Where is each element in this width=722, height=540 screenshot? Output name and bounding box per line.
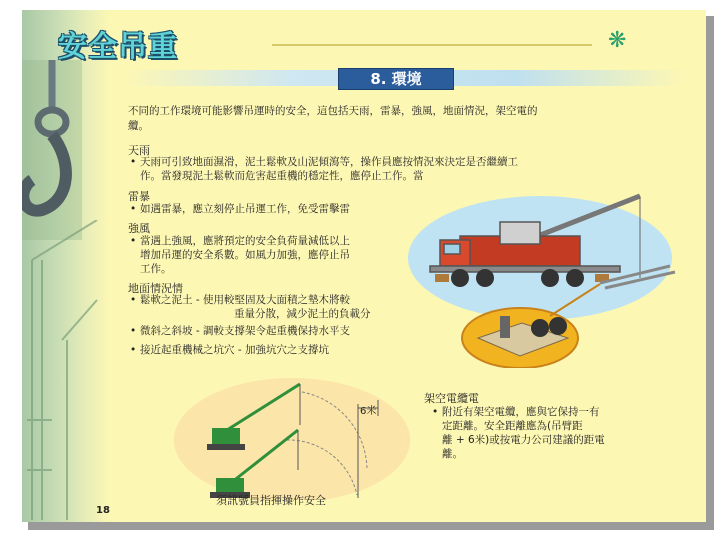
page-number: 18 <box>96 505 110 516</box>
cable-line-3: 離 + 6米)或按電力公司建議的距電 <box>442 434 605 446</box>
truck-crane-illustration <box>400 188 690 368</box>
thunder-heading: 雷暴 <box>128 190 150 203</box>
distance-label: 6米 <box>360 406 377 417</box>
star-ornament-icon: ❋ <box>608 28 627 53</box>
figure-caption: 須訊號員指揮操作安全 <box>216 494 326 507</box>
crawler-crane-illustration <box>172 370 422 500</box>
thunder-line-1: • 如遇雷暴，應立刻停止吊運工作，免受雷擊雷 <box>140 202 350 216</box>
wind-heading: 強風 <box>128 222 150 235</box>
ground-item-2: • 微斜之斜坡 - 調較支撐架令起重機保持水平支 <box>140 324 350 338</box>
ground-item-1-line-2: 重量分散，減少泥土的負載分 <box>234 308 371 320</box>
background-crane-sketch <box>22 220 102 520</box>
document-page <box>22 10 706 522</box>
cable-line-1: • 附近有架空電纜，應與它保持一有 <box>442 405 600 419</box>
document-title: 安全吊重 <box>58 29 179 63</box>
intro-line-1: 不同的工作環境可能影響吊運時的安全，這包括天雨，雷暴，強風，地面情況，架空電的 <box>128 105 538 117</box>
header-rule <box>272 44 592 46</box>
wind-line-2: 增加吊運的安全系數。如風力加強，應停止吊 <box>140 249 350 261</box>
cable-line-4: 離。 <box>442 448 463 460</box>
ground-heading: 地面情況情 <box>128 282 183 295</box>
section-title: 8. 環境 <box>338 68 454 90</box>
cable-line-2: 定距離。安全距離應為(吊臂距 <box>442 420 583 432</box>
cable-heading: 架空電纜電 <box>424 392 479 405</box>
rain-line-2: 作。當發現泥土鬆軟而危害起重機的穩定性，應停止工作。當 <box>140 170 424 182</box>
wind-line-1: • 當遇上強風，應將預定的安全負荷量減低以上 <box>140 234 350 248</box>
ground-item-3: • 接近起重機械之坑穴 - 加強坑穴之支撐坑 <box>140 343 329 357</box>
rain-heading: 天雨 <box>128 144 150 157</box>
crane-hook-illustration <box>22 60 82 240</box>
intro-line-2: 纜。 <box>128 120 149 132</box>
wind-line-3: 工作。 <box>140 263 172 275</box>
ground-item-1-line-1: • 鬆軟之泥土 - 使用較堅固及大面積之墊木將較 <box>140 293 350 307</box>
rain-line-1: • 天雨可引致地面濕滑，泥土鬆軟及山泥傾瀉等，操作員應按情況來決定是否繼續工 <box>140 155 518 169</box>
